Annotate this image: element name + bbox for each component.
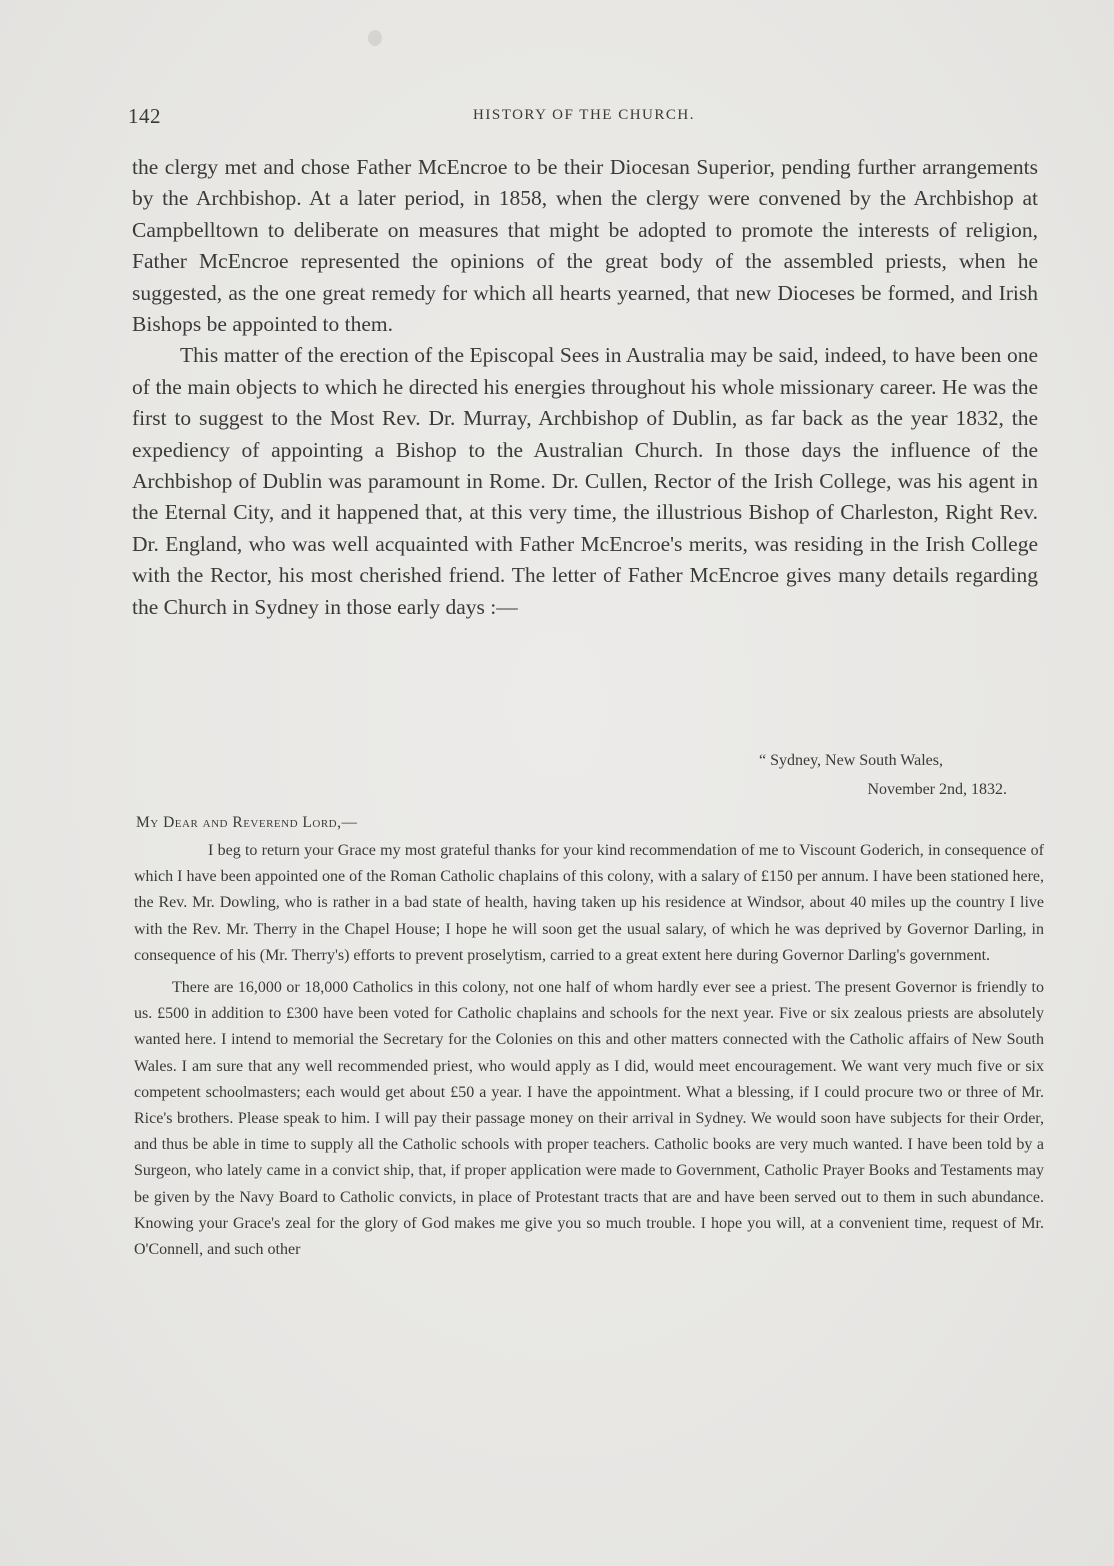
body-paragraph-2: This matter of the erection of the Episcopal Sees in Australia may be said, indeed, to have been one of the main objects to which he directed his energies throughout his whole missionary career. He was the first to suggest to the Most Rev. Dr. Murray, Archbishop of Dublin, as far back as the year 1832, the expediency of appointing a Bishop to the Australian Church. In those days the influence of the Archbishop of Dublin was paramount in Rome. Dr. Cullen, Rector of the Irish College, was his agent in the Eternal City, and it happened that, at this very time, the illustrious Bishop of Charleston, Right Rev. Dr. England, who was well acquainted with Father McEncroe's merits, was residing in the Irish College with the Rector, his most cherished friend. The letter of Father McEncroe gives many details regarding the Church in Sydney in those early days :— — [132, 343, 1038, 619]
letter-dateline — [132, 746, 1007, 804]
letter-body — [134, 838, 1044, 1263]
page-number: 142 — [128, 104, 161, 128]
letter-place: “ Sydney, New South Wales, — [758, 752, 943, 769]
running-head: HISTORY OF THE CHURCH. — [473, 107, 695, 123]
letter-date: November 2nd, 1832. — [867, 781, 1007, 798]
letter-paragraph-1: I beg to return your Grace my most grateful thanks for your kind recommendation of me to Viscount Goderich, in consequence of which I have been appointed one of the Roman Catholic chaplains of this colony, with a salary of £150 per annum. I have been stationed here, the Rev. Mr. Dowling, who is rather in a bad state of health, having taken up his residence at Windsor, about 40 miles up the country I live with the Rev. Mr. Therry in the Chapel House; I hope he will soon get the usual salary, of which he was deprived by Governor Darling, in consequence of his (Mr. Therry's) efforts to prevent proselytism, carried to a great extent here during Governor Darling's government. — [134, 842, 1044, 964]
main-text — [132, 152, 1038, 623]
letter-paragraph-2: There are 16,000 or 18,000 Catholics in this colony, not one half of whom hardly ever see a priest. The present Governor is friendly to us. £500 in addition to £300 have been voted for Catholic chaplains and schools for the next year. Five or six zealous priests are absolutely wanted here. I intend to memorial the Secretary for the Colonies on this and other matters connected with the Catholic affairs of New South Wales. I am sure that any well recommended priest, who would apply as I did, would meet encouragement. We want very much five or six competent schoolmasters; each would get about £50 a year. I have the appointment. What a blessing, if I could procure two or three of Mr. Rice's brothers. Please speak to him. I will pay their passage money on their arrival in Sydney. We would soon have subjects for their Order, and thus be able in time to supply all the Catholic schools with proper teachers. Catholic books are very much wanted. I have been told by a Surgeon, who lately came in a convict ship, that, if proper application were made to Government, Catholic Prayer Books and Testaments may be given by the Navy Board to Catholic convicts, in place of Protestant tracts that are and have been served out to them in such abundance. Knowing your Grace's zeal for the glory of God makes me give you so much trouble. I hope you will, at a convenient time, request of Mr. O'Connell, and such other — [134, 979, 1044, 1259]
page-header — [128, 104, 1040, 134]
paper-speck — [368, 30, 382, 46]
body-paragraph-1: the clergy met and chose Father McEncroe to be their Diocesan Superior, pending further arrangements by the Archbishop. At a later period, in 1858, when the clergy were convened by the Archbishop at Campbelltown to deliberate on measures that might be adopted to promote the interests of religion, Father McEncroe represented the opinions of the great body of the assembled priests, when he suggested, as the one great remedy for which all hearts yearned, that new Dioceses be formed, and Irish Bishops be appointed to them. — [132, 155, 1038, 337]
letter-salutation: My Dear and Reverend Lord,— — [136, 814, 358, 831]
